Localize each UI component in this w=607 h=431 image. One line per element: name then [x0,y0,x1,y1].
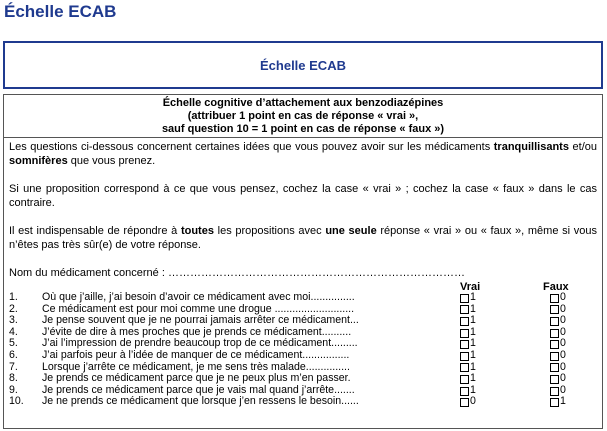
faux-score: 0 [560,372,566,385]
checkbox-vrai[interactable] [460,305,469,314]
subtitle-line-1: Échelle cognitive d’attachement aux benzodiazépines [162,97,444,109]
question-row [9,373,597,385]
intro-text: Les questions ci-dessous concernent certaines idées que vous pouvez avoir sur les médicaments [9,141,494,153]
requirement-text: les propositions avec [213,225,326,237]
faux-score: 0 [560,337,566,350]
vrai-score: 1 [470,291,476,303]
faux-option[interactable] [550,292,566,304]
drug-name-field: Nom du médicament concerné : ……………………………………………………………………… [9,267,465,279]
questionnaire-body [4,138,602,408]
intro-text: et/ou [568,141,597,153]
question-text: J’ai l’impression de prendre beaucoup trop de ce médicament......... [42,337,358,350]
requirement-bold-toutes: toutes [180,225,214,237]
checkbox-vrai[interactable] [460,340,469,349]
checkbox-faux[interactable] [550,340,559,349]
checkbox-vrai[interactable] [460,317,469,326]
question-list [9,292,597,408]
subtitle-line-3: sauf question 10 = 1 point en cas de réponse « faux ») [161,123,445,135]
scale-title-box [3,41,603,89]
question-text: Ce médicament est pour moi comme une drogue ........................... [42,302,355,315]
question-text: Je prends ce médicament parce que je vais mal quand j’arrête....... [42,383,355,396]
vrai-option[interactable] [460,350,476,362]
intro-paragraph [9,140,597,168]
checkbox-faux[interactable] [550,398,559,407]
instruction-paragraph: Si une proposition correspond à ce que vous pensez, cochez la case « vrai » ; cochez la case « faux » dans le cas contraire. [9,183,597,209]
vrai-score: 1 [470,302,476,315]
question-number: 2. [9,302,18,315]
question-number: 8. [9,372,18,385]
question-text: Où que j’aille, j’ai besoin d’avoir ce médicament avec moi............... [42,291,355,303]
vrai-option[interactable] [460,396,476,408]
requirement-paragraph [9,224,597,252]
question-number: 10. [9,395,24,408]
column-vrai: Vrai [460,281,481,293]
vrai-score: 1 [470,383,476,396]
column-faux: Faux [543,281,569,293]
question-text: Je prends ce médicament parce que je ne peux plus m’en passer. [42,372,351,385]
question-text: Je pense souvent que je ne pourrai jamais arrêter ce médicament... [42,314,359,327]
page-heading: Échelle ECAB [4,2,117,21]
requirement-bold-une-seule: une seule [325,225,377,237]
question-number: 3. [9,314,18,327]
faux-option[interactable] [550,350,566,362]
faux-score: 0 [560,360,566,373]
question-row [9,350,597,362]
checkbox-faux[interactable] [550,352,559,361]
checkbox-faux[interactable] [550,387,559,396]
intro-bold-somniferes: somnifères [9,155,68,167]
checkbox-faux[interactable] [550,375,559,384]
question-number: 1. [9,291,18,303]
scale-subtitle [4,95,602,138]
question-text: J’évite de dire à mes proches que je prends ce médicament.......... [42,325,352,338]
faux-score: 0 [560,291,566,303]
vrai-score: 1 [470,372,476,385]
vrai-score: 1 [470,348,476,361]
faux-score: 1 [560,395,566,408]
faux-option[interactable] [550,396,566,408]
question-text: J’ai parfois peur à l’idée de manquer de ce médicament................ [42,348,350,361]
requirement-text: réponse « vrai » ou « faux », même si vous n’êtes pas très sûr(e) de votre réponse. [9,225,597,251]
faux-score: 0 [560,325,566,338]
requirement-text: Il est indispensable de répondre à [9,225,181,237]
faux-score: 0 [560,348,566,361]
checkbox-vrai[interactable] [460,294,469,303]
faux-score: 0 [560,302,566,315]
intro-bold-tranquillisants: tranquillisants [493,141,569,153]
questionnaire-box [3,94,603,429]
checkbox-vrai[interactable] [460,363,469,372]
vrai-score: 1 [470,337,476,350]
checkbox-faux[interactable] [550,363,559,372]
question-text: Je ne prends ce médicament que lorsque j’en ressens le besoin...... [42,395,359,408]
vrai-option[interactable] [460,292,476,304]
checkbox-faux[interactable] [550,329,559,338]
intro-text: que vous prenez. [67,155,156,167]
vrai-score: 0 [470,395,476,408]
question-number: 9. [9,383,18,396]
vrai-score: 1 [470,325,476,338]
faux-score: 0 [560,314,566,327]
faux-option[interactable] [550,373,566,385]
checkbox-vrai[interactable] [460,329,469,338]
checkbox-vrai[interactable] [460,398,469,407]
question-row [9,396,597,408]
checkbox-faux[interactable] [550,305,559,314]
checkbox-faux[interactable] [550,294,559,303]
question-text: Lorsque j’arrête ce médicament, je me sens très malade............... [42,360,350,373]
subtitle-line-2: (attribuer 1 point en cas de réponse « vrai », [187,110,419,122]
question-number: 4. [9,325,18,338]
question-number: 6. [9,348,18,361]
vrai-option[interactable] [460,373,476,385]
question-number: 7. [9,360,18,373]
checkbox-vrai[interactable] [460,375,469,384]
faux-score: 0 [560,383,566,396]
scale-title: Échelle ECAB [260,57,346,73]
checkbox-vrai[interactable] [460,387,469,396]
checkbox-faux[interactable] [550,317,559,326]
question-number: 5. [9,337,18,350]
vrai-score: 1 [470,360,476,373]
vrai-score: 1 [470,314,476,327]
checkbox-vrai[interactable] [460,352,469,361]
question-row [9,292,597,304]
